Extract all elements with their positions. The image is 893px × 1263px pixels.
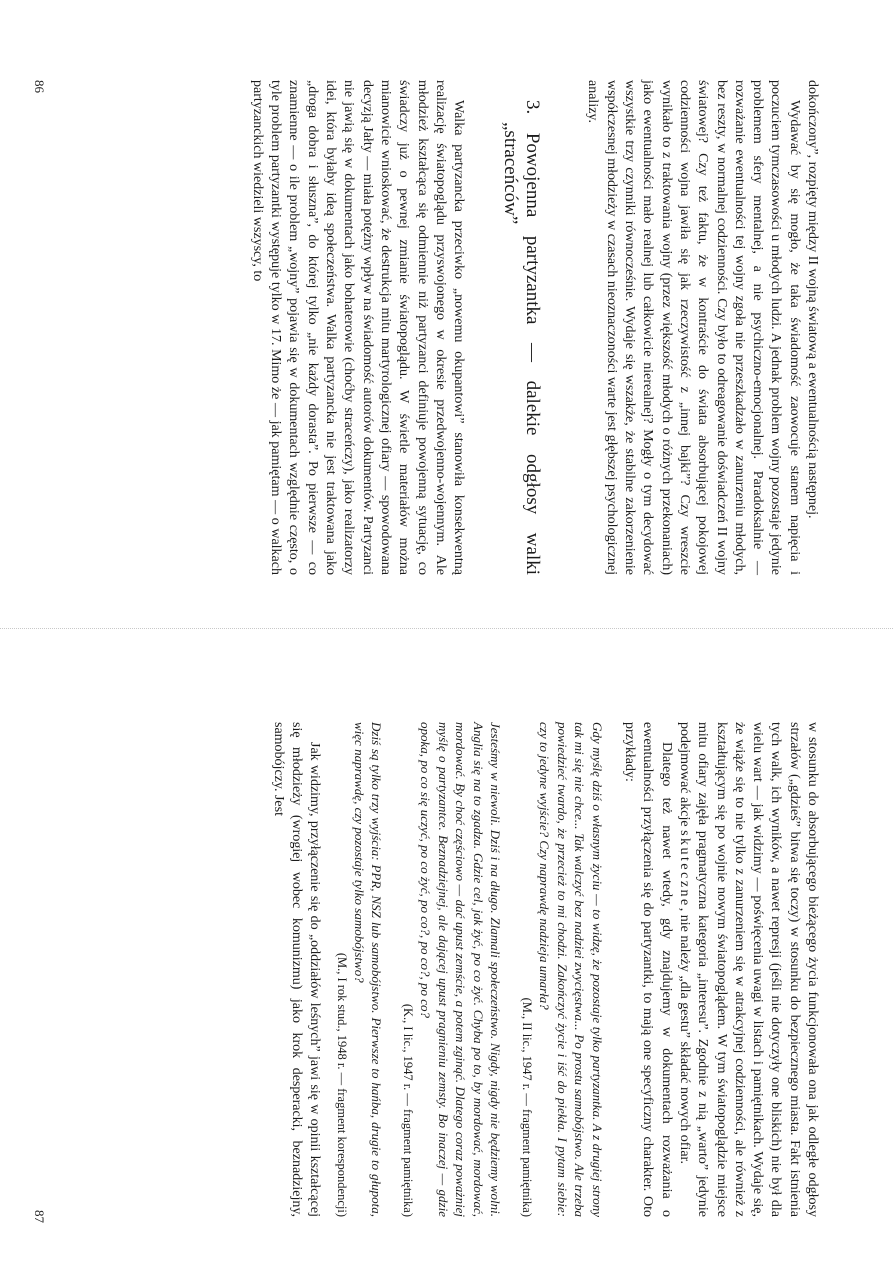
page-number: 87 (32, 1210, 47, 1223)
page-number: 86 (32, 80, 47, 93)
left-page (0, 0, 893, 631)
paragraph (675, 722, 821, 1217)
quote-attribution: (K., I lic., 1947 r. — fragment pamiętnika) (401, 1003, 416, 1217)
paragraph: dokończony”, rozpięty między II wojną światową a ewentualnością następnej. (805, 80, 820, 519)
paragraph-text-end: , nie należy „dla gestu” składać nowych ofiar. (676, 907, 692, 1164)
right-text-column (268, 722, 821, 1217)
paragraph: Wydawać by się mogło, że taka świadomość zaowocuje stanem napięcia i poczuciem tymczasowości u młodych ludzi. A jednak problem wojny pozostaje jedynie problemem sfery mentalnej, a nie psychiczno-emocjonalnej. Paradoksalnie — rozważanie ewentualności tej wojny zgoła nie przeszkadzało w zanurzeniu młodych, bez reszty, w normalnej codzienności. Czy było to odreagowanie doświadczeń II wojny światowej? Czy też faktu, że w kontraście do świata absorbującej pokojowej codzienności wojna jawiła się jak rzeczywistość z „innej bajki”? Czy wreszcie wynikało to z traktowania wojny (przez większość młodych o różnych przekonaniach) jako ewentualności mało realnej lub całkowicie nierealnej? Mogły o tym decydować wszystkie trzy czynniki równocześnie. Wydaje się wszakże, że stabilne zakorzenienie współczesnej młodzieży w czasach nieoznaczoności warte jest głębszej psychologicznej analizy. (585, 80, 802, 575)
spaced-emphasis: skuteczne (676, 830, 692, 908)
paragraph: Jak widzimy, przyłączenie się do „oddziałów leśnych” jawi się w opinii kształcącej się młodzieży (wrogiej wobec komunizmu) jako krok desperacki, beznadziejny, samobójczy. Jest (270, 722, 323, 1217)
paragraph-text: w stosunku do absorbującego bieżącego życia funkcjonowała ona jak odległe odgłosy strzałów („gdzieś” bitwa się toczy) w stosunku do bezpiecznego miasta. Fakt istnienia tych walk, ich wyników, a nawet represji (jeśli nie dotyczyły one bliskich) nie był dla wielu wart — jak widzimy — poświęcenia uwagi w listach i pamiętnikach. Wydaje się, że wiąże się to nie tylko z zanurzeniem się w atrakcyjnej codzienności, ale również z kształtującym się po wojnie nowym światopoglądem. W tym światopoglądzie miejsce mitu ofiary zajęła pragmatyczna kategoria „interesu”. Zgodnie z nią „warto” jedynie podejmować akcje (676, 722, 820, 1217)
paragraph: Walka partyzancka przeciwko „nowemu okupantowi” stanowiła konsekwentną realizację światopoglądu przyswojonego w okresie przedwojenno-wojennym. Ale młodzież kształcąca się odmiennie niż partyzanci definiuje powojenną sytuację, co świadczy już o pewnej zmianie światopoglądu. W świetle materiałów można mianowicie wnioskować, że destrukcja mitu martyrologicznej ofiary — spowodowana decyzją Jałty — miała potężny wpływ na świadomość autorów dokumentów. Partyzanci nie jawią się w dokumentach jako bohaterowie (choćby straceńczy), jako realizatorzy idei, która byłaby ideą społeczeństwa. Walka partyzancka nie jest traktowana jako „droga dobra i słuszna”, do której tylko „nie każdy dorasta”. Po pierwsze — co znamienne — o ile problem „wojny” pojawia się w dokumentach względnie często, o tyle problem partyzantki występuje tylko w 17. Mimo że — jak pamiętam — o walkach partyzanckich wiedzieli wszyscy, to (249, 80, 467, 575)
left-text-column (248, 80, 821, 575)
right-page (0, 632, 893, 1263)
paragraph: Dlatego też nawet wtedy, gdy znajdujemy w dokumentach rozważania o ewentualności przyłączenia się do partyzantki, to mają one specyficzny charakter. Oto przykłady: (622, 722, 674, 1217)
quote-attribution: (M., II lic., 1947 r. — fragment pamiętnika) (520, 997, 535, 1217)
section-heading: 3. Powojenna partyzantka — dalekie odgłosy walki „straceńców” (500, 100, 544, 575)
quote: Dziś są tylko trzy wyjścia: PPR, NSZ lub samobójstwo. Pierwsze to hańba, drugie to głupota, więc naprawdę, czy pozostaje tylko samobójstwo? (351, 722, 385, 1217)
quote: Gdy myślę dziś o własnym życiu — to widzę, że pozostaje tylko partyzantka. A z drugiej strony tak mi się nie chce... Tak walczyć bez nadziei zwycięstwa... Po prostu samobójstwo. Ale trzeba powiedzieć twardo, że przecież to mi chodzi. Zakończyć życie i iść do piekła. I pytam siebie: czy to jedyne wyjście? Czy naprawdę nadzieja umarła? (536, 722, 605, 1217)
quote: Jesteśmy w niewoli. Dziś i na długo. Zlamali społeczeństwo. Nigdy, nigdy nie będziemy wolni. Anglia się na to zgadza. Gdzie cel, jak żyć, po co żyć. Chyba po to, by mordować, mordować, mordować. By choć częściowo — dać upust zemście, a potem zginąć. Dlatego coraz poważniej myślę o partyzantce. Beznadziejnej, ale dającej upust pragnieniu zemsty. Bo inaczej — gdzie opoka, po co się uczyć, po co żyć, po co?, po co?, po co? (417, 722, 504, 1217)
quote-attribution: (M., I rok stud., 1948 r. — fragment korespondencji) (335, 952, 350, 1217)
